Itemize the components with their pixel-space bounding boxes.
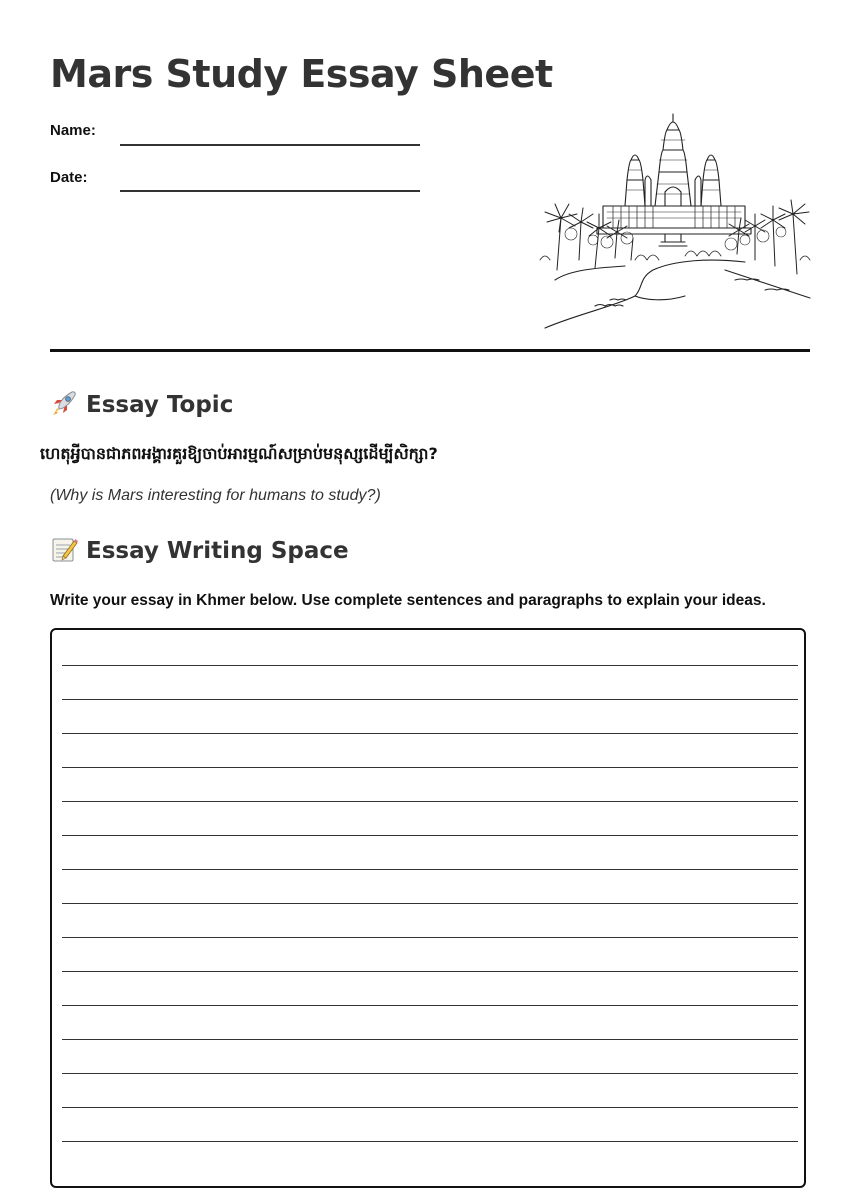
writing-space-heading (50, 535, 349, 566)
essay-writing-area[interactable] (50, 628, 806, 1188)
essay-topic-heading-text: Essay Topic (86, 392, 234, 418)
date-write-line[interactable] (120, 190, 420, 192)
writing-line[interactable] (62, 937, 798, 938)
header-divider (50, 349, 810, 352)
temple-illustration (535, 110, 812, 334)
writing-line[interactable] (62, 903, 798, 904)
writing-line[interactable] (62, 665, 798, 666)
writing-line[interactable] (62, 801, 798, 802)
writing-space-heading-text: Essay Writing Space (86, 538, 349, 564)
writing-line[interactable] (62, 1005, 798, 1006)
page-title: Mars Study Essay Sheet (50, 52, 553, 96)
writing-line[interactable] (62, 971, 798, 972)
name-write-line[interactable] (120, 144, 420, 146)
topic-question-translation: (Why is Mars interesting for humans to study?) (50, 487, 381, 504)
writing-line[interactable] (62, 1073, 798, 1074)
name-label: Name: (50, 122, 96, 139)
writing-line[interactable] (62, 1141, 798, 1142)
memo-icon (50, 535, 78, 563)
writing-line[interactable] (62, 699, 798, 700)
topic-question-khmer: ហេតុអ្វីបានជាភពអង្គារគួរឱ្យចាប់អារម្មណ៍សម្រាប់មនុស្សដើម្បីសិក្សា? (40, 444, 438, 463)
writing-line[interactable] (62, 767, 798, 768)
writing-line[interactable] (62, 869, 798, 870)
essay-topic-heading (50, 389, 233, 420)
writing-line[interactable] (62, 835, 798, 836)
date-label: Date: (50, 169, 88, 186)
name-field (50, 122, 420, 152)
date-field (50, 169, 420, 199)
writing-line[interactable] (62, 733, 798, 734)
writing-line[interactable] (62, 1107, 798, 1108)
writing-instructions: Write your essay in Khmer below. Use complete sentences and paragraphs to explain your ideas. (50, 592, 766, 609)
writing-line[interactable] (62, 1039, 798, 1040)
rocket-icon (50, 389, 78, 417)
